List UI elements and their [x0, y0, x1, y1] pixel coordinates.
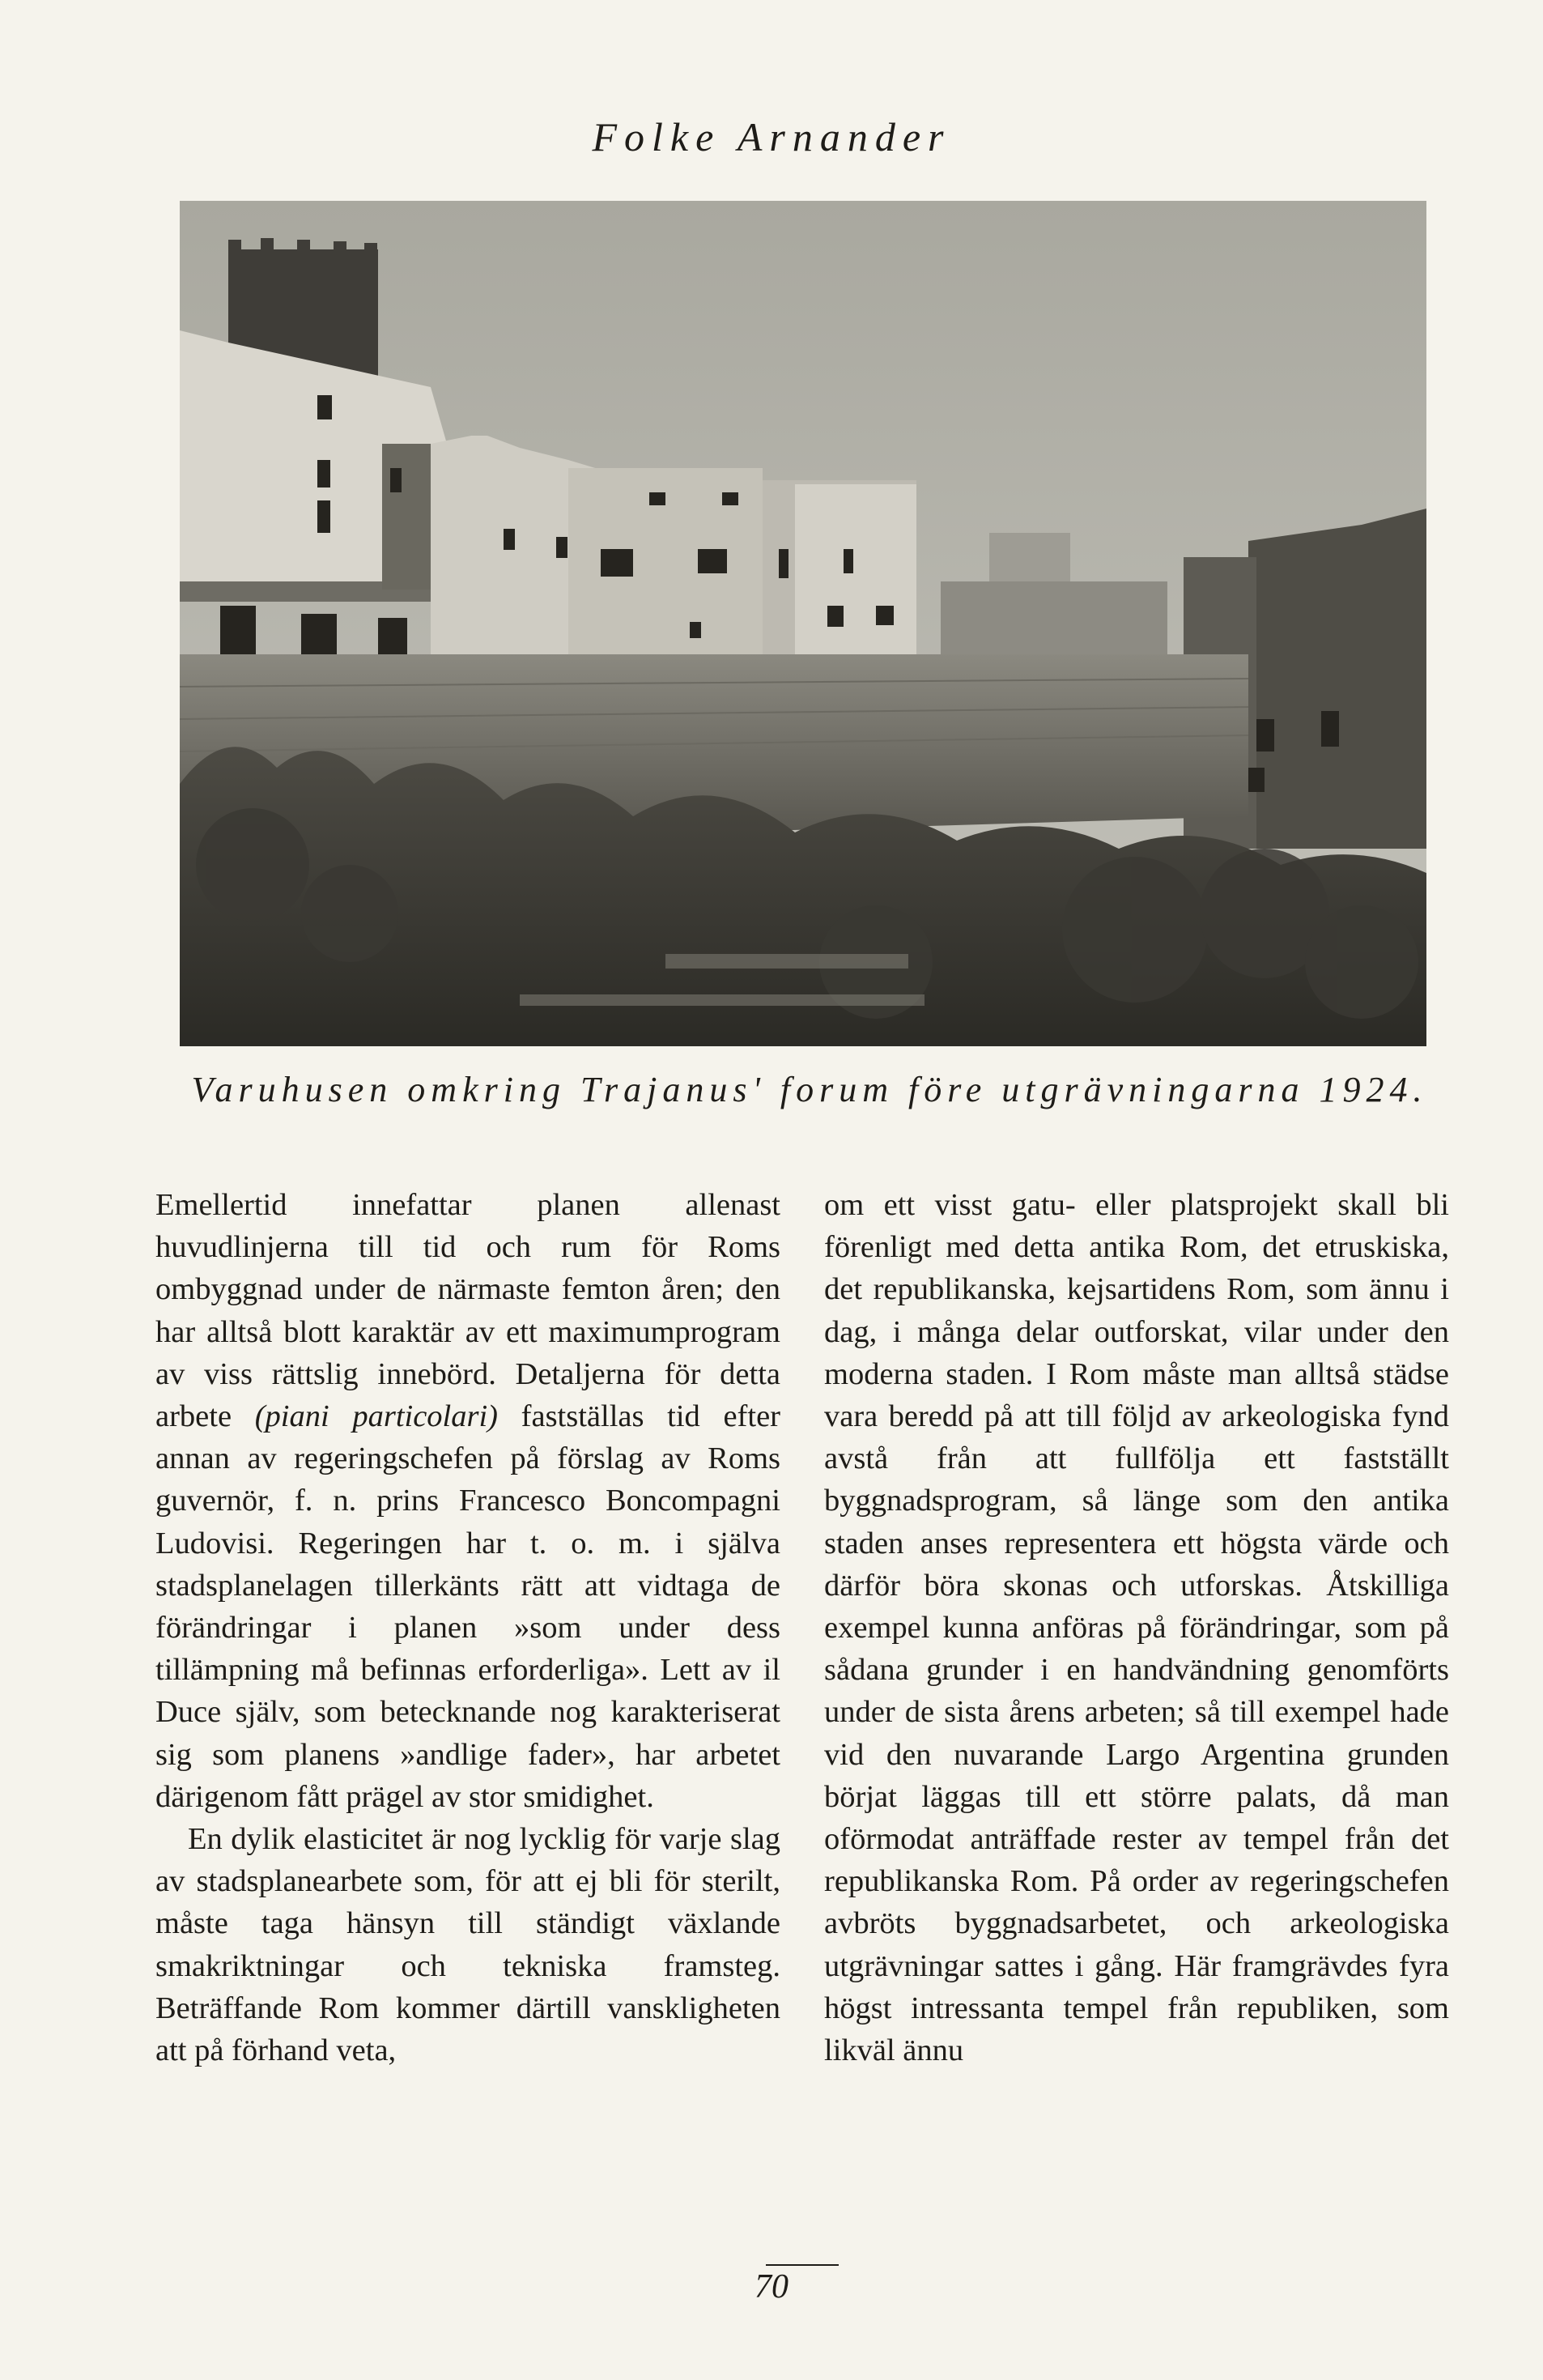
text-column-left	[155, 1184, 780, 2071]
photograph	[180, 201, 1426, 1046]
italic-term: (piani particolari)	[254, 1399, 498, 1434]
page-number-rule	[766, 2264, 839, 2266]
paragraph: Emellertid innefattar planen allenast huvudlinjerna till tid och rum för Roms ombyggnad under de närmaste femton åren; den har alltså blott karaktär av ett maximumprogram av viss rättslig innebörd. Detaljerna för detta arbete (piani particolari) fastställas tid efter annan av regeringschefen på förslag av Roms guvernör, f. n. prins Francesco Boncompagni Ludovisi. Regeringen har t. o. m. i själva stadsplanelagen tillerkänts rätt att vidtaga de förändringar i planen »som under dess tillämpning må befinnas erforderliga». Lett av il Duce själv, som betecknande nog karakteriserat sig som planens »andlige fader», har arbetet därigenom fått prägel av stor smidighet.	[155, 1188, 780, 1814]
paragraph: En dylik elasticitet är nog lycklig för varje slag av stadsplanearbete som, för att ej bli för sterilt, måste taga hänsyn till ständigt växlande smakriktningar och tekniska framsteg. Beträffande Rom kommer därtill vanskligheten att på förhand veta,	[155, 1822, 780, 2068]
page-number: 70	[754, 2268, 789, 2305]
running-title: Folke Arnander	[592, 114, 951, 160]
paragraph: om ett visst gatu- eller platsprojekt skall bli förenligt med detta antika Rom, det etruskiska, det republikanska, kejsartidens Rom, som ännu i dag, i många delar outforskat, vilar under den moderna staden. I Rom måste man alltså städse vara beredd på att till följd av arkeologiska fynd avstå från att fullfölja ett fastställt byggnadsprogram, så länge som den antika staden anses representera ett högsta värde och därför böra skonas och utforskas. Åtskilliga exempel kunna anföras på förändringar, som på sådana grunder i en handvändning genomförts under de sista årens arbeten; så till exempel hade vid den nuvarande Largo Argentina grunden börjat läggas till ett större palats, då man oförmodat anträffade rester av tempel från det republikanska Rom. På order av regeringschefen avbröts byggnadsarbetet, och arkeologiska utgrävningar sattes i gång. Här framgrävdes fyra högst intressanta tempel från republiken, som likväl ännu	[824, 1188, 1449, 2068]
figure-caption: Varuhusen omkring Trajanus' forum före utgrävningarna 1924.	[191, 1070, 1428, 1109]
text-column-right	[824, 1184, 1449, 2071]
photograph-illustration	[180, 201, 1426, 1046]
